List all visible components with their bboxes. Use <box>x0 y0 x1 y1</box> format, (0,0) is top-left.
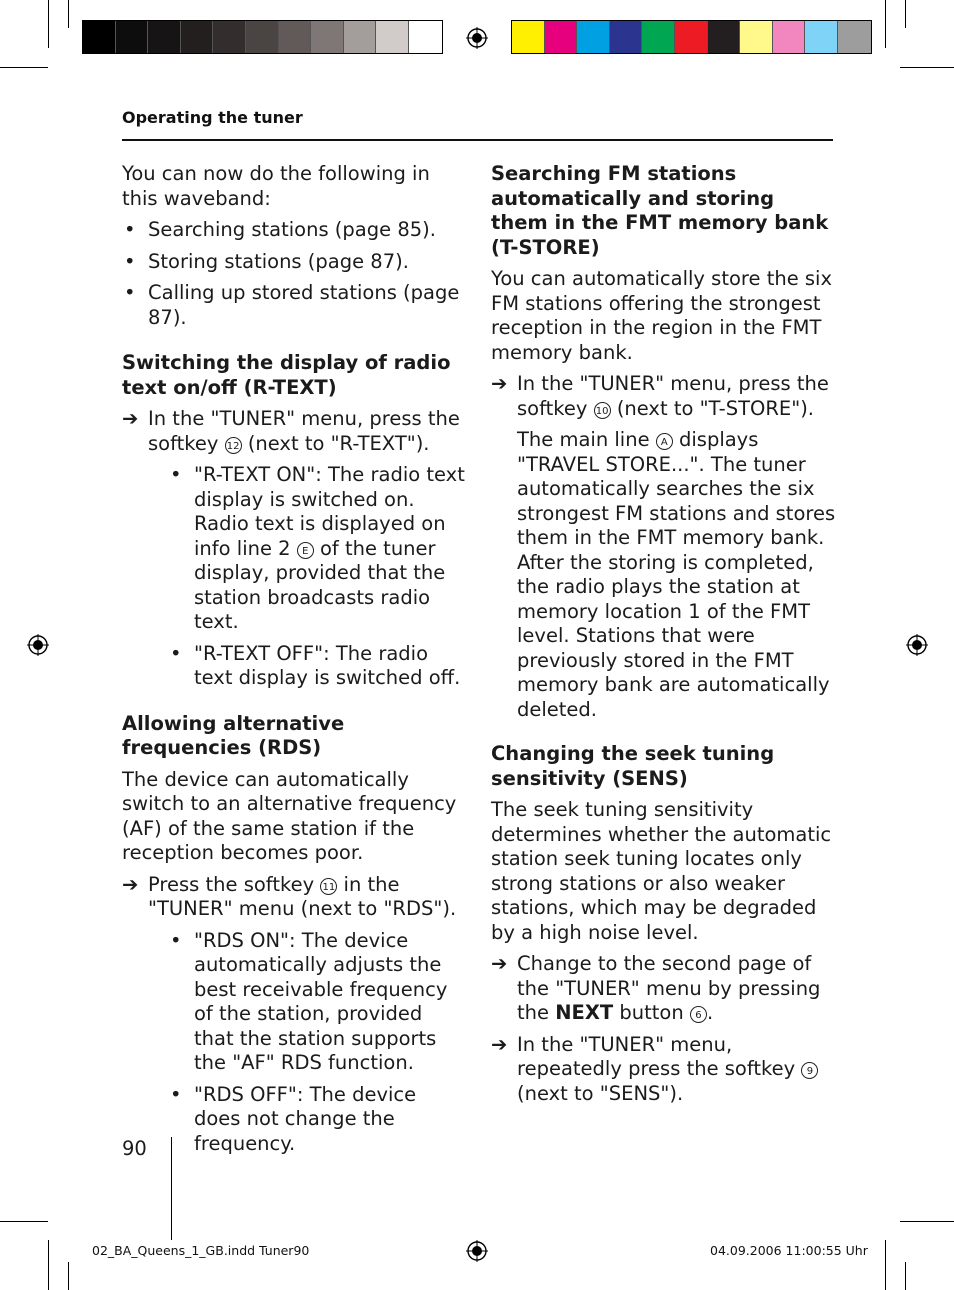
list-item: • "RDS OFF": The device does not change the frequency. <box>170 1082 417 1155</box>
footer-timestamp: 04.09.2006 11:00:55 Uhr <box>710 1243 868 1258</box>
bullet-icon: • <box>124 281 136 304</box>
color-swatch <box>740 21 773 53</box>
tstore-body: You can automatically store the six FM stations offering the strongest reception in the region in the FMT memory bank. <box>491 267 833 364</box>
instruction-step: ➔ In the "TUNER" menu, repeatedly press the softkey 9 (next to "SENS"). <box>491 1033 836 1107</box>
instruction-step: ➔ Change to the second page of the "TUNER" menu by pressing the NEXT button 6 . <box>491 952 821 1024</box>
registration-mark-icon <box>27 634 49 656</box>
color-swatch <box>708 21 741 53</box>
color-swatch <box>805 21 838 53</box>
gray-swatch-bar <box>82 20 443 54</box>
tstore-result: The main line A displays "TRAVEL STORE...". The tuner automatically searches the six strongest FM stations and stores them in the FMT memory bank. After the storing is completed, the radio plays the station at memory location 1 of the FMT level. Stations that were previously stored in the FMT memory bank are automatically deleted. <box>517 428 836 721</box>
color-swatch <box>148 21 181 53</box>
color-swatch <box>610 21 643 53</box>
rds-body: The device can automatically switch to an alternative frequency (AF) of the same station if the reception becomes poor. <box>122 767 457 864</box>
color-swatch <box>311 21 344 53</box>
header-rule <box>122 139 833 141</box>
color-swatch <box>545 21 578 53</box>
list-item: • "RDS ON": The device automatically adjusts the best receivable frequency of the station, provided that the station supports the "AF" RDS function. <box>170 928 448 1074</box>
page-number: 90 <box>122 1137 147 1160</box>
list-item: • Storing stations (page 87). <box>124 249 409 273</box>
color-swatch <box>246 21 279 53</box>
instruction-step: ➔ Press the softkey 11 in the "TUNER" menu (next to "RDS"). <box>122 872 457 920</box>
bullet-icon: • <box>124 249 136 273</box>
arrow-icon: ➔ <box>491 372 508 395</box>
softkey-number-badge: 10 <box>594 402 611 419</box>
bullet-icon: • <box>170 1082 182 1106</box>
right-column <box>491 162 836 1113</box>
intro-text: You can now do the following in this waveband: <box>122 162 430 210</box>
button-number-badge: 6 <box>690 1006 707 1023</box>
bullet-icon: • <box>170 641 182 665</box>
color-swatch <box>344 21 377 53</box>
arrow-icon: ➔ <box>122 872 139 896</box>
color-swatch <box>512 21 545 53</box>
registration-mark-icon <box>466 27 488 49</box>
arrow-icon: ➔ <box>122 407 139 430</box>
footer-filename: 02_BA_Queens_1_GB.indd Tuner90 <box>92 1243 310 1258</box>
section-heading-rds: Allowing alternative frequencies (RDS) <box>122 711 345 759</box>
registration-mark-icon <box>906 634 928 656</box>
bullet-icon: • <box>170 463 182 486</box>
main-line-badge: A <box>656 433 673 450</box>
softkey-number-badge: 9 <box>801 1062 818 1079</box>
color-swatch <box>376 21 409 53</box>
arrow-icon: ➔ <box>491 1032 508 1056</box>
running-header: Operating the tuner <box>122 108 303 127</box>
color-swatch <box>773 21 806 53</box>
sens-body: The seek tuning sensitivity determines whether the automatic station seek tuning locates only strong stations or also weaker stations, which may be degraded by a high noise level. <box>491 798 832 944</box>
color-swatch <box>838 21 871 53</box>
color-swatch <box>279 21 312 53</box>
instruction-step: ➔ In the "TUNER" menu, press the softkey 10 (next to "T-STORE"). <box>491 372 829 420</box>
list-item: • "R-TEXT OFF": The radio text display is switched off. <box>170 641 461 689</box>
info-line-badge: E <box>297 542 314 559</box>
section-heading-rtext: Switching the display of radio text on/off (R-TEXT) <box>122 351 451 399</box>
color-swatch <box>409 21 442 53</box>
list-item: • "R-TEXT ON": The radio text display is switched on. Radio text is displayed on info line 2 E of the tuner display, provided that the station broadcasts radio text. <box>170 463 465 633</box>
color-swatch <box>83 21 116 53</box>
color-swatch <box>213 21 246 53</box>
list-item: • Searching stations (page 85). <box>124 218 436 241</box>
section-heading-sens: Changing the seek tuning sensitivity (SENS) <box>491 742 775 790</box>
color-swatch <box>577 21 610 53</box>
list-item: • Calling up stored stations (page 87). <box>124 281 460 329</box>
color-swatch-bar <box>511 20 872 54</box>
instruction-step: ➔ In the "TUNER" menu, press the softkey 12 (next to "R-TEXT"). <box>122 407 460 455</box>
color-swatch <box>181 21 214 53</box>
bullet-icon: • <box>170 928 182 952</box>
softkey-number-badge: 11 <box>320 878 337 895</box>
color-swatch <box>642 21 675 53</box>
softkey-number-badge: 12 <box>225 437 242 454</box>
registration-mark-icon <box>466 1240 488 1262</box>
color-swatch <box>116 21 149 53</box>
arrow-icon: ➔ <box>491 952 508 975</box>
color-swatch <box>675 21 708 53</box>
left-column <box>122 162 467 1163</box>
bullet-icon: • <box>124 218 136 241</box>
section-heading-tstore: Searching FM stations automatically and storing them in the FMT memory bank (T-STORE) <box>491 162 829 259</box>
